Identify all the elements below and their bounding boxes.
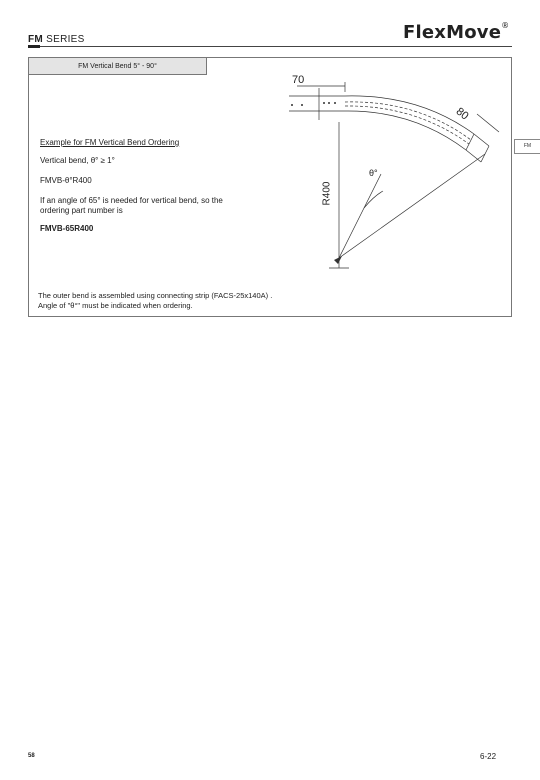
footnote-line-1: The outer bend is assembled using connecting strip (FACS-25x140A) . [38, 291, 273, 300]
header-rule [28, 46, 512, 47]
page-number-left: 58 [28, 753, 35, 759]
example-rule-line: Vertical bend, θ° ≥ 1° [40, 156, 115, 165]
series-prefix: FM [28, 34, 44, 45]
example-formula: FMVB-θ°R400 [40, 176, 92, 185]
product-panel [28, 57, 512, 317]
header-series [28, 34, 85, 45]
angle-label: θ° [369, 168, 378, 178]
footnote [38, 291, 338, 311]
dimension-radius-label: R400 [321, 181, 333, 206]
example-part-number: FMVB-65R400 [40, 224, 94, 233]
brand-registered-mark: ® [501, 21, 510, 30]
brand-logo [403, 22, 509, 43]
brand-name: FlexMove [403, 22, 502, 43]
vertical-bend-drawing [29, 58, 513, 318]
side-tab[interactable]: FM [514, 139, 540, 154]
header-rule-accent [28, 45, 40, 48]
dimension-end-label: 80 [453, 105, 471, 123]
example-title: Example for FM Vertical Bend Ordering [40, 138, 180, 147]
example-description-2: ordering part number is [40, 206, 123, 215]
panel-tab: FM Vertical Bend 5° - 90° [29, 58, 207, 75]
footnote-line-2: Angle of "θ°" must be indicated when ordering. [38, 301, 193, 310]
series-suffix: SERIES [43, 34, 85, 45]
dimension-straight-label: 70 [292, 74, 305, 86]
page-number-right: 6-22 [480, 752, 497, 761]
example-description-1: If an angle of 65° is needed for vertical bend, so the [40, 196, 223, 205]
